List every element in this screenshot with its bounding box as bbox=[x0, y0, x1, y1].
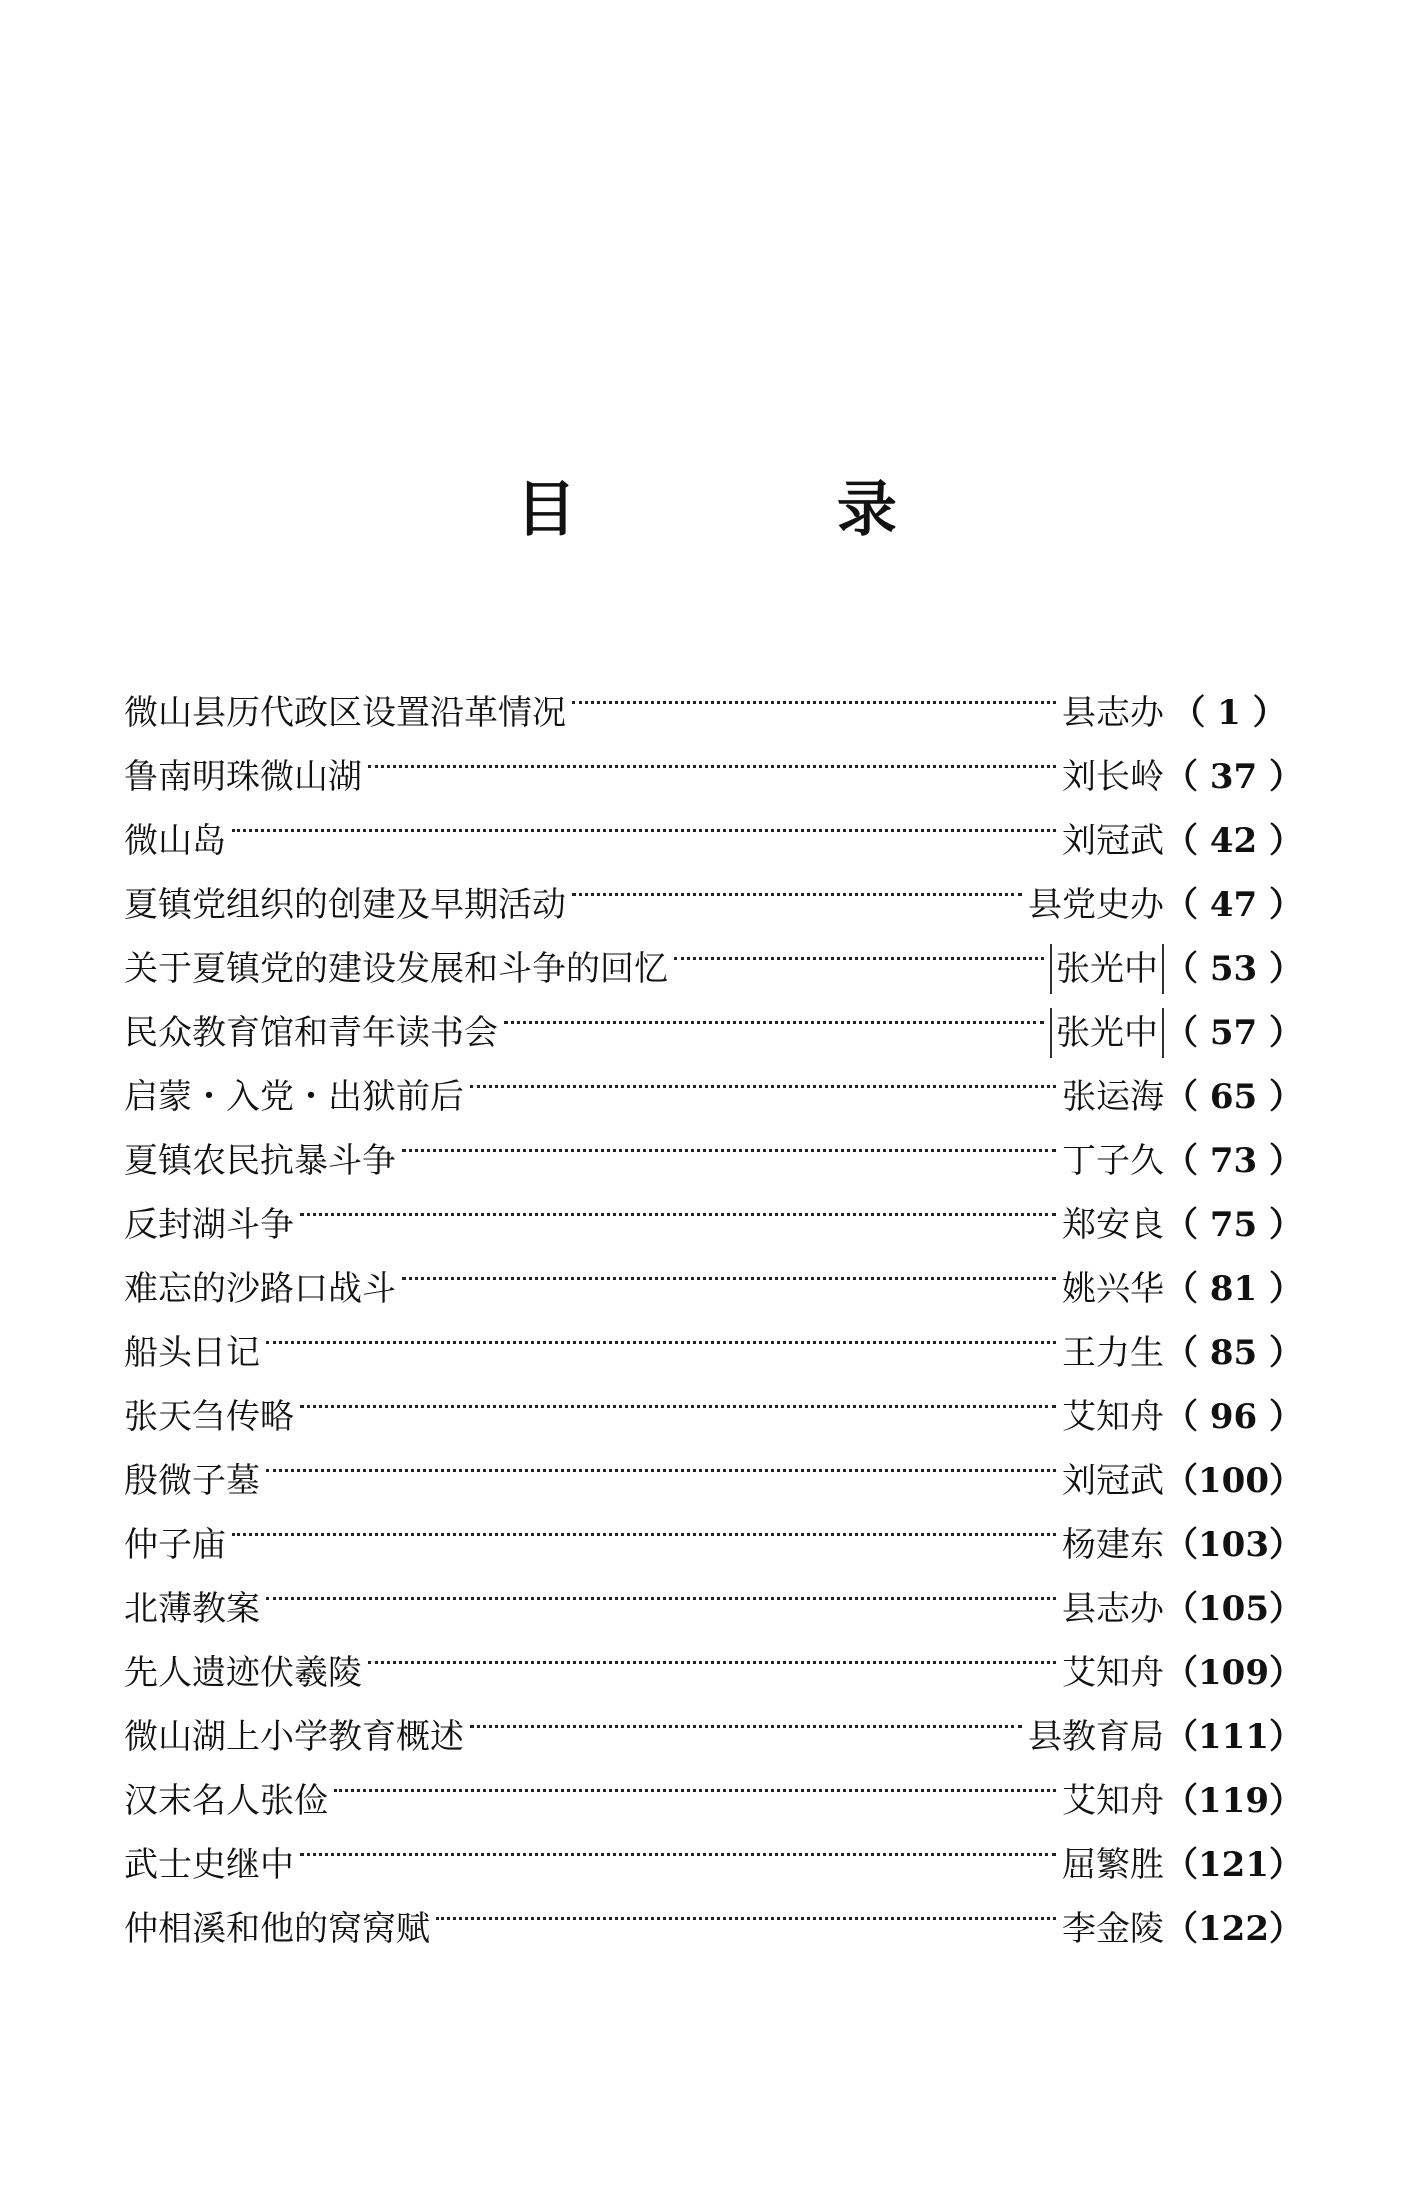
toc-entry-page: （122） bbox=[1164, 1909, 1303, 1949]
dot-leader bbox=[572, 852, 1022, 916]
dot-leader bbox=[300, 1172, 1056, 1236]
toc-entry-title: 船头日记 bbox=[124, 1333, 260, 1373]
toc-entry-author: 艾知舟 bbox=[1062, 1781, 1164, 1821]
toc-entry-title: 汉末名人张俭 bbox=[124, 1781, 328, 1821]
toc-entry-title: 民众教育馆和青年读书会 bbox=[124, 1013, 498, 1053]
toc-entry-title: 夏镇农民抗暴斗争 bbox=[124, 1141, 396, 1181]
toc-entry-title: 微山县历代政区设置沿革情况 bbox=[124, 693, 566, 733]
dot-leader bbox=[436, 1876, 1056, 1940]
dot-leader bbox=[470, 1684, 1022, 1748]
toc-entry-author-boxed: 张光中 bbox=[1050, 1008, 1164, 1058]
dot-leader bbox=[572, 660, 1056, 724]
toc-entry-author: 艾知舟 bbox=[1062, 1653, 1164, 1693]
toc-entry-author: 王力生 bbox=[1062, 1333, 1164, 1373]
dot-leader bbox=[402, 1236, 1056, 1300]
toc-entry-page: （ 85 ） bbox=[1164, 1333, 1303, 1373]
toc-entry-page: （111） bbox=[1164, 1717, 1303, 1757]
toc-entry-author: 李金陵 bbox=[1062, 1909, 1164, 1949]
toc-entry-page: （105） bbox=[1164, 1589, 1303, 1629]
toc-entry-page: （119） bbox=[1164, 1781, 1303, 1821]
toc-entry-author: 刘长岭 bbox=[1062, 757, 1164, 797]
dot-leader bbox=[300, 1364, 1056, 1428]
toc-entry-title: 反封湖斗争 bbox=[124, 1205, 294, 1245]
toc-entry-title: 武士史继中 bbox=[124, 1845, 294, 1885]
toc-entry-author: 屈繁胜 bbox=[1062, 1845, 1164, 1885]
toc-entry-page: （121） bbox=[1164, 1845, 1303, 1885]
page-title: 目 录 bbox=[516, 475, 1017, 545]
toc-entry-page: （ 75 ） bbox=[1164, 1205, 1303, 1245]
table-of-contents bbox=[124, 660, 1303, 1949]
toc-entry-page: （ 37 ） bbox=[1164, 757, 1303, 797]
toc-entry-author: 刘冠武 bbox=[1062, 1461, 1164, 1501]
toc-entry-author: 丁子久 bbox=[1062, 1141, 1164, 1181]
dot-leader bbox=[232, 788, 1056, 852]
toc-entry-title: 微山湖上小学教育概述 bbox=[124, 1717, 464, 1757]
dot-leader bbox=[266, 1300, 1056, 1364]
toc-entry-title: 难忘的沙路口战斗 bbox=[124, 1269, 396, 1309]
dot-leader bbox=[266, 1428, 1056, 1492]
toc-entry-author-boxed: 张光中 bbox=[1050, 944, 1164, 994]
dot-leader bbox=[368, 724, 1056, 788]
dot-leader bbox=[402, 1108, 1056, 1172]
toc-entry-page: （103） bbox=[1164, 1525, 1303, 1565]
toc-entry-author: 县党史办 bbox=[1028, 885, 1164, 925]
toc-entry-title: 仲相溪和他的窝窝赋 bbox=[124, 1909, 430, 1949]
toc-entry-page: （ 47 ） bbox=[1164, 885, 1303, 925]
toc-entry-author: 张运海 bbox=[1062, 1077, 1164, 1117]
toc-entry-title: 张天刍传略 bbox=[124, 1397, 294, 1437]
dot-leader bbox=[368, 1620, 1056, 1684]
toc-entry-page: （ 96 ） bbox=[1164, 1397, 1303, 1437]
toc-entry-author: 刘冠武 bbox=[1062, 821, 1164, 861]
toc-entry-page: （ 53 ） bbox=[1164, 949, 1303, 989]
toc-entry-title: 殷微子墓 bbox=[124, 1461, 260, 1501]
toc-entry-author: 郑安良 bbox=[1062, 1205, 1164, 1245]
dot-leader bbox=[300, 1812, 1056, 1876]
toc-entry-title: 仲子庙 bbox=[124, 1525, 226, 1565]
toc-entry-page: （ 73 ） bbox=[1164, 1141, 1303, 1181]
toc-entry-page: （100） bbox=[1164, 1461, 1303, 1501]
toc-entry-author: 姚兴华 bbox=[1062, 1269, 1164, 1309]
toc-entry-title: 微山岛 bbox=[124, 821, 226, 861]
dot-leader bbox=[504, 980, 1044, 1044]
toc-row bbox=[124, 660, 1294, 733]
toc-entry-author: 艾知舟 bbox=[1062, 1397, 1164, 1437]
dot-leader bbox=[470, 1044, 1056, 1108]
toc-entry-page: （ 1 ） bbox=[1171, 693, 1287, 733]
toc-entry-author: 县志办 bbox=[1062, 1589, 1164, 1629]
toc-entry-title: 启蒙・入党・出狱前后 bbox=[124, 1077, 464, 1117]
toc-entry-author: 县志办 bbox=[1062, 693, 1164, 733]
dot-leader bbox=[232, 1492, 1056, 1556]
toc-entry-title: 北薄教案 bbox=[124, 1589, 260, 1629]
toc-entry-page: （ 57 ） bbox=[1164, 1013, 1303, 1053]
toc-entry-author: 杨建东 bbox=[1062, 1525, 1164, 1565]
dot-leader bbox=[266, 1556, 1056, 1620]
dot-leader bbox=[334, 1748, 1056, 1812]
toc-entry-page: （ 81 ） bbox=[1164, 1269, 1303, 1309]
toc-entry-title: 关于夏镇党的建设发展和斗争的回忆 bbox=[124, 949, 668, 989]
toc-entry-page: （ 65 ） bbox=[1164, 1077, 1303, 1117]
toc-entry-author: 县教育局 bbox=[1028, 1717, 1164, 1757]
toc-entry-page: （109） bbox=[1164, 1653, 1303, 1693]
toc-entry-title: 鲁南明珠微山湖 bbox=[124, 757, 362, 797]
toc-entry-page: （ 42 ） bbox=[1164, 821, 1303, 861]
toc-entry-title: 先人遗迹伏羲陵 bbox=[124, 1653, 362, 1693]
toc-entry-title: 夏镇党组织的创建及早期活动 bbox=[124, 885, 566, 925]
dot-leader bbox=[674, 916, 1044, 980]
